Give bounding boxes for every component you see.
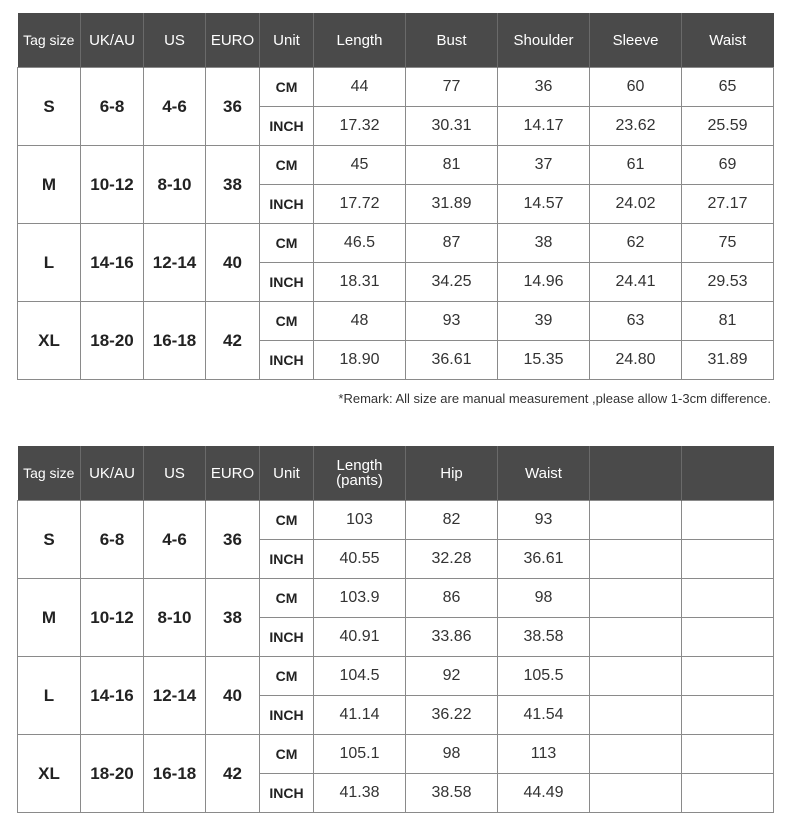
measurement-cell: 45: [314, 146, 406, 185]
table-row-cm: [18, 224, 774, 263]
top-table-body: [18, 68, 774, 380]
uk-au-cell: 14-16: [81, 657, 144, 735]
unit-cell: CM: [260, 302, 314, 341]
euro-cell: 40: [206, 657, 260, 735]
top-header-row: [18, 13, 774, 68]
us-cell: 16-18: [144, 735, 206, 813]
measurement-cell: 75: [682, 224, 774, 263]
euro-cell: 36: [206, 501, 260, 579]
measurement-cell: 31.89: [682, 341, 774, 380]
column-header: Tag size: [18, 13, 81, 68]
measurement-cell: 105.5: [498, 657, 590, 696]
column-header: EURO: [206, 446, 260, 501]
tag-size-cell: S: [18, 501, 81, 579]
measurement-cell: 63: [590, 302, 682, 341]
measurement-cell: 18.90: [314, 341, 406, 380]
column-header: UK/AU: [81, 13, 144, 68]
measurement-cell: 25.59: [682, 107, 774, 146]
measurement-cell: 103: [314, 501, 406, 540]
measurement-cell: [590, 657, 682, 696]
uk-au-cell: 18-20: [81, 302, 144, 380]
measurement-cell: 14.17: [498, 107, 590, 146]
measurement-cell: 93: [406, 302, 498, 341]
measurement-cell: 60: [590, 68, 682, 107]
measurement-cell: 41.14: [314, 696, 406, 735]
column-header: Waist: [498, 446, 590, 501]
bottom-table-body: [18, 501, 774, 813]
uk-au-cell: 6-8: [81, 501, 144, 579]
measurement-cell: 104.5: [314, 657, 406, 696]
column-header: Length: [314, 13, 406, 68]
bottom-size-table: [17, 446, 774, 813]
measurement-cell: 29.53: [682, 263, 774, 302]
measurement-cell: 31.89: [406, 185, 498, 224]
measurement-cell: 14.57: [498, 185, 590, 224]
measurement-cell: 24.02: [590, 185, 682, 224]
measurement-cell: 38.58: [406, 774, 498, 813]
unit-cell: CM: [260, 579, 314, 618]
measurement-cell: 24.80: [590, 341, 682, 380]
column-header: Waist: [682, 13, 774, 68]
column-header: Shoulder: [498, 13, 590, 68]
euro-cell: 40: [206, 224, 260, 302]
uk-au-cell: 10-12: [81, 579, 144, 657]
measurement-cell: 24.41: [590, 263, 682, 302]
measurement-cell: 40.55: [314, 540, 406, 579]
measurement-cell: 40.91: [314, 618, 406, 657]
measurement-cell: [682, 696, 774, 735]
measurement-cell: [682, 735, 774, 774]
unit-cell: CM: [260, 501, 314, 540]
table-row-cm: [18, 146, 774, 185]
remark-note: *Remark: All size are manual measurement ,please allow 1-3cm difference.: [338, 391, 771, 406]
measurement-cell: 98: [406, 735, 498, 774]
euro-cell: 42: [206, 735, 260, 813]
table-row-cm: [18, 735, 774, 774]
unit-cell: CM: [260, 657, 314, 696]
measurement-cell: [682, 540, 774, 579]
measurement-cell: 18.31: [314, 263, 406, 302]
tag-size-cell: XL: [18, 302, 81, 380]
measurement-cell: 65: [682, 68, 774, 107]
unit-cell: CM: [260, 146, 314, 185]
column-header: Hip: [406, 446, 498, 501]
column-header: UK/AU: [81, 446, 144, 501]
measurement-cell: 14.96: [498, 263, 590, 302]
measurement-cell: 81: [406, 146, 498, 185]
tag-size-cell: XL: [18, 735, 81, 813]
table-row-cm: [18, 68, 774, 107]
measurement-cell: 33.86: [406, 618, 498, 657]
measurement-cell: [682, 501, 774, 540]
euro-cell: 42: [206, 302, 260, 380]
measurement-cell: 38: [498, 224, 590, 263]
measurement-cell: 38.58: [498, 618, 590, 657]
euro-cell: 38: [206, 146, 260, 224]
measurement-cell: 81: [682, 302, 774, 341]
us-cell: 4-6: [144, 501, 206, 579]
measurement-cell: 17.72: [314, 185, 406, 224]
measurement-cell: 27.17: [682, 185, 774, 224]
unit-cell: CM: [260, 735, 314, 774]
measurement-cell: 98: [498, 579, 590, 618]
measurement-cell: [590, 774, 682, 813]
column-header: US: [144, 13, 206, 68]
tag-size-cell: L: [18, 657, 81, 735]
unit-cell: CM: [260, 224, 314, 263]
column-header: Tag size: [18, 446, 81, 501]
measurement-cell: 17.32: [314, 107, 406, 146]
uk-au-cell: 10-12: [81, 146, 144, 224]
tag-size-cell: M: [18, 579, 81, 657]
measurement-cell: 46.5: [314, 224, 406, 263]
measurement-cell: 36.61: [498, 540, 590, 579]
us-cell: 8-10: [144, 579, 206, 657]
table-row-cm: [18, 657, 774, 696]
measurement-cell: [682, 618, 774, 657]
table-row-cm: [18, 501, 774, 540]
measurement-cell: [682, 579, 774, 618]
column-header: Unit: [260, 13, 314, 68]
column-header: Unit: [260, 446, 314, 501]
euro-cell: 38: [206, 579, 260, 657]
unit-cell: INCH: [260, 185, 314, 224]
uk-au-cell: 6-8: [81, 68, 144, 146]
uk-au-cell: 18-20: [81, 735, 144, 813]
unit-cell: INCH: [260, 263, 314, 302]
measurement-cell: [590, 579, 682, 618]
us-cell: 12-14: [144, 657, 206, 735]
measurement-cell: 41.54: [498, 696, 590, 735]
measurement-cell: 37: [498, 146, 590, 185]
measurement-cell: [682, 657, 774, 696]
tag-size-cell: L: [18, 224, 81, 302]
measurement-cell: [590, 540, 682, 579]
us-cell: 16-18: [144, 302, 206, 380]
measurement-cell: 48: [314, 302, 406, 341]
us-cell: 12-14: [144, 224, 206, 302]
measurement-cell: [590, 735, 682, 774]
column-header: Length (pants): [314, 446, 406, 501]
measurement-cell: 105.1: [314, 735, 406, 774]
measurement-cell: 61: [590, 146, 682, 185]
measurement-cell: 32.28: [406, 540, 498, 579]
unit-cell: INCH: [260, 341, 314, 380]
measurement-cell: 86: [406, 579, 498, 618]
measurement-cell: 15.35: [498, 341, 590, 380]
bottom-header-row: [18, 446, 774, 501]
table-row-cm: [18, 302, 774, 341]
measurement-cell: [682, 774, 774, 813]
measurement-cell: 44: [314, 68, 406, 107]
column-header: US: [144, 446, 206, 501]
measurement-cell: 36.61: [406, 341, 498, 380]
measurement-cell: [590, 501, 682, 540]
measurement-cell: 34.25: [406, 263, 498, 302]
euro-cell: 36: [206, 68, 260, 146]
measurement-cell: 93: [498, 501, 590, 540]
measurement-cell: [590, 618, 682, 657]
measurement-cell: [590, 696, 682, 735]
measurement-cell: 103.9: [314, 579, 406, 618]
unit-cell: INCH: [260, 540, 314, 579]
uk-au-cell: 14-16: [81, 224, 144, 302]
measurement-cell: 36: [498, 68, 590, 107]
measurement-cell: 92: [406, 657, 498, 696]
tag-size-cell: M: [18, 146, 81, 224]
measurement-cell: 77: [406, 68, 498, 107]
column-header: [682, 446, 774, 501]
top-size-table: [17, 13, 774, 380]
unit-cell: CM: [260, 68, 314, 107]
unit-cell: INCH: [260, 696, 314, 735]
unit-cell: INCH: [260, 618, 314, 657]
column-header: Sleeve: [590, 13, 682, 68]
measurement-cell: 36.22: [406, 696, 498, 735]
tag-size-cell: S: [18, 68, 81, 146]
measurement-cell: 30.31: [406, 107, 498, 146]
measurement-cell: 23.62: [590, 107, 682, 146]
table-row-cm: [18, 579, 774, 618]
measurement-cell: 87: [406, 224, 498, 263]
unit-cell: INCH: [260, 107, 314, 146]
us-cell: 8-10: [144, 146, 206, 224]
measurement-cell: 113: [498, 735, 590, 774]
measurement-cell: 39: [498, 302, 590, 341]
measurement-cell: 41.38: [314, 774, 406, 813]
column-header: [590, 446, 682, 501]
unit-cell: INCH: [260, 774, 314, 813]
column-header: Bust: [406, 13, 498, 68]
measurement-cell: 69: [682, 146, 774, 185]
measurement-cell: 44.49: [498, 774, 590, 813]
column-header: EURO: [206, 13, 260, 68]
measurement-cell: 82: [406, 501, 498, 540]
measurement-cell: 62: [590, 224, 682, 263]
us-cell: 4-6: [144, 68, 206, 146]
